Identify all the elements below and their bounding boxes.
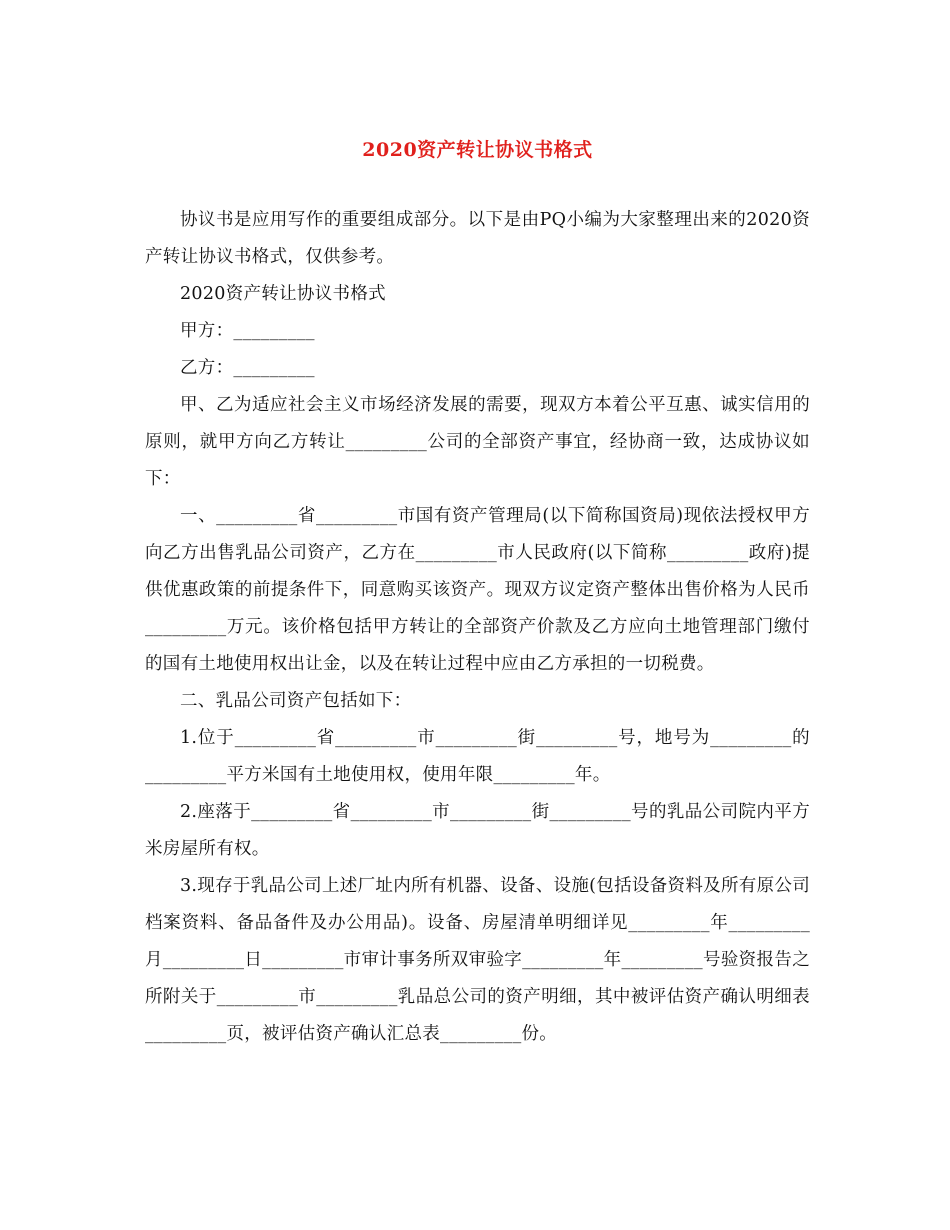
preamble-paragraph: 甲、乙为适应社会主义市场经济发展的需要，现双方本着公平互惠、诚实信用的原则，就甲方向乙方转让_________公司的全部资产事宜，经协商一致，达成协议如下：: [145, 395, 810, 489]
clause-1-paragraph: 一、_________省_________市国有资产管理局(以下简称国资局)现依法授权甲方向乙方出售乳品公司资产，乙方在_________市人民政府(以下简称_________政府)提供优惠政策的前提条件下，同意购买该资产。现双方议定资产整体出售价格为人民币_________万元。该价格包括甲方转让的全部资产价款及乙方应向土地管理部门缴付的国有土地使用权出让金，以及在转让过程中应由乙方承担的一切税费。: [145, 506, 810, 674]
document-page: [145, 0, 810, 1230]
clause-2-heading: 二、乳品公司资产包括如下：: [180, 691, 412, 711]
clause-2-item-3: 3.现存于乳品公司上述厂址内所有机器、设备、设施(包括设备资料及所有原公司档案资料、备品备件及办公用品)。设备、房屋清单明细详见_________年_________月_________日_________市审计事务所双审验字_________年_________号验资报告之所附关于_________市_________乳品总公司的资产明细，其中被评估资产确认明细表_________页，被评估资产确认汇总表_________份。: [145, 876, 810, 1044]
party-a-line: 甲方：_________: [180, 321, 315, 341]
document-body: [145, 202, 810, 1053]
party-b-line: 乙方：_________: [180, 358, 315, 378]
clause-2-item-2: 2.座落于_________省_________市_________街_________号的乳品公司院内平方米房屋所有权。: [145, 802, 810, 859]
intro-paragraph: 协议书是应用写作的重要组成部分。以下是由PQ小编为大家整理出来的2020资产转让协议书格式，仅供参考。: [145, 210, 810, 267]
document-title: 2020资产转让协议书格式: [362, 139, 593, 161]
clause-2-item-1: 1.位于_________省_________市_________街_________号，地号为_________的_________平方米国有土地使用权，使用年限_________年。: [145, 728, 810, 785]
subtitle-paragraph: 2020资产转让协议书格式: [180, 284, 386, 304]
